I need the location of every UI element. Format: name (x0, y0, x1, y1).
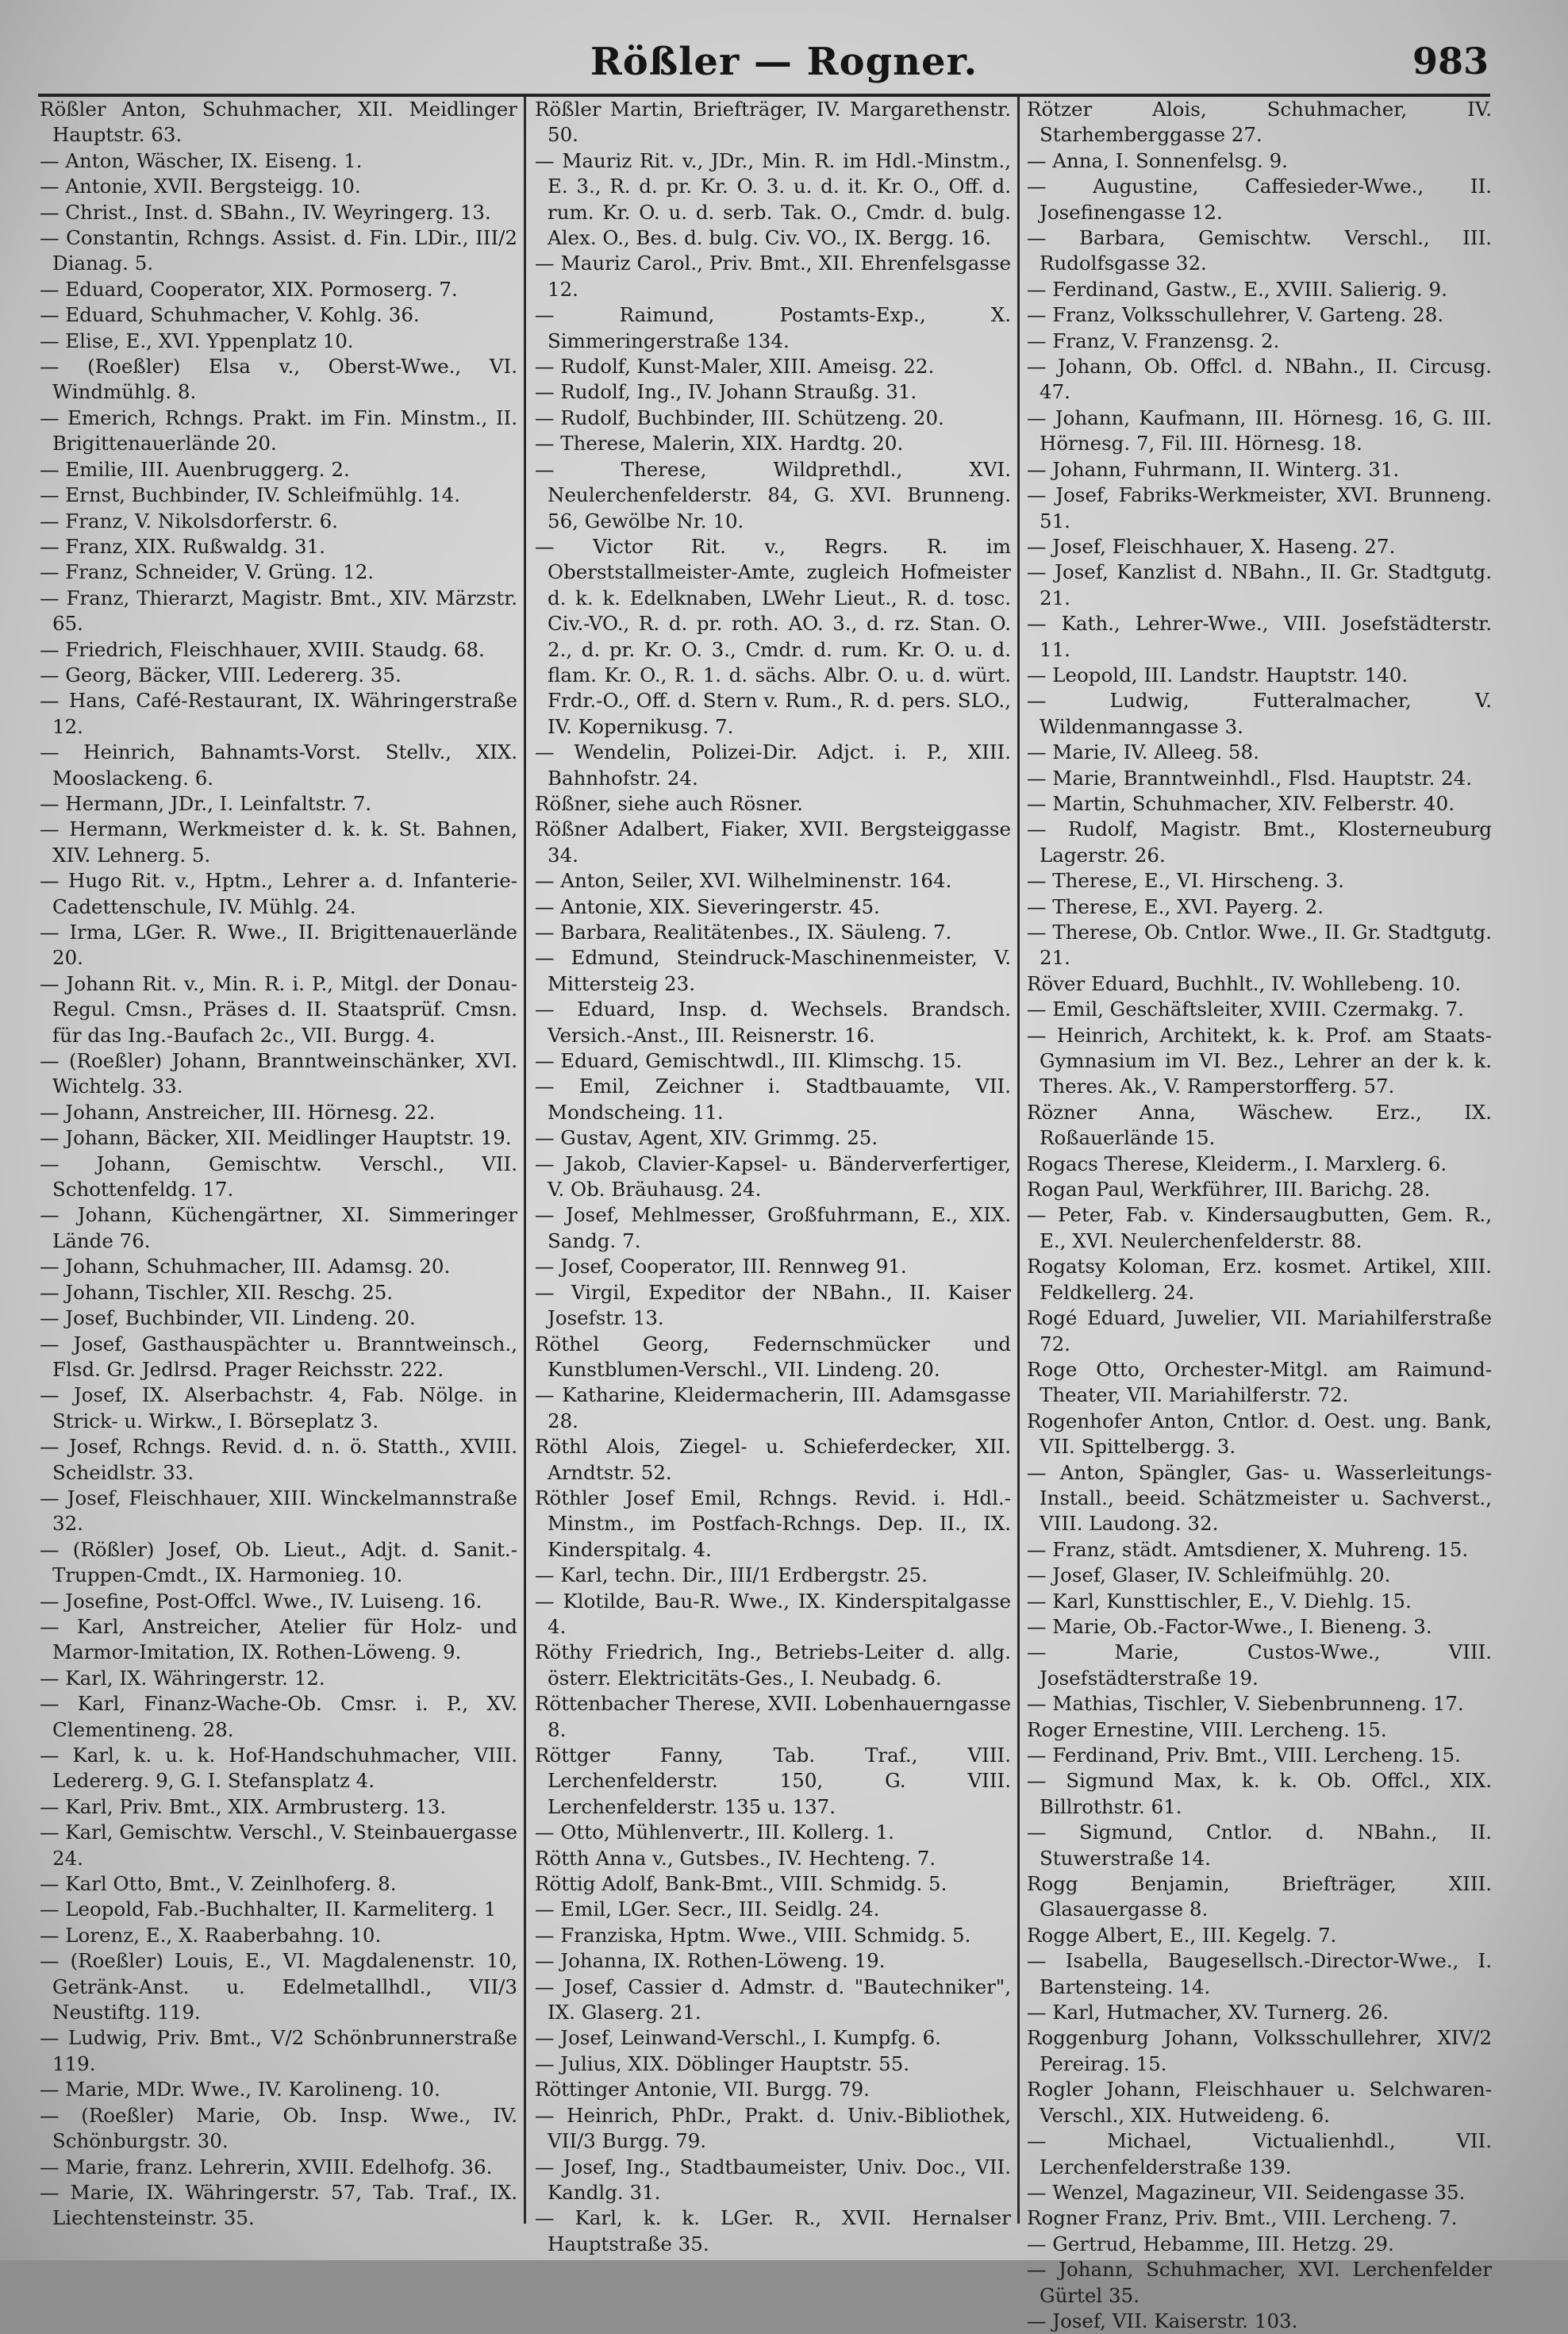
directory-entry: — Mauriz Carol., Priv. Bmt., XII. Ehrenfelsgasse 12. (535, 252, 1011, 301)
directory-entry: — Gertrud, Hebamme, III. Hetzg. 29. (1027, 2232, 1394, 2255)
directory-entry: — Johann, Bäcker, XII. Meidlinger Hauptstr. 19. (40, 1126, 512, 1150)
directory-entry: — Josefine, Post-Offcl. Wwe., IV. Luiseng. 16. (40, 1589, 482, 1613)
directory-entry: — Augustine, Caffesieder-Wwe., II. Josefinengasse 12. (1027, 175, 1492, 224)
directory-entry: — Heinrich, Bahnamts-Vorst. Stellv., XIX. Mooslackeng. 6. (40, 740, 517, 790)
directory-entry: — Klotilde, Bau-R. Wwe., IX. Kinderspitalgasse 4. (535, 1589, 1011, 1638)
directory-entry: — Ferdinand, Priv. Bmt., VIII. Lercheng. 15. (1027, 1744, 1461, 1767)
directory-entry: — Johann Rit. v., Min. R. i. P., Mitgl. der Donau-Regul. Cmsn., Präses d. II. Staatsprüf. Cmsn. für das Ing.-Baufach 2c., VII. Burgg. 4. (40, 971, 517, 1047)
directory-entry: — Josef, Mehlmesser, Großfuhrmann, E., XIX. Sandg. 7. (535, 1203, 1011, 1252)
directory-entry: — Emerich, Rchngs. Prakt. im Fin. Minstm., II. Brigittenauerlände 20. (40, 406, 517, 456)
directory-entry: Rogler Johann, Fleischhauer u. Selchwaren-Verschl., XIX. Hutweideng. 6. (1027, 2078, 1492, 2127)
directory-entry: — Hermann, Werkmeister d. k. k. St. Bahnen, XIV. Lehnerg. 5. (40, 817, 517, 867)
directory-entry: — Karl, IX. Währingerstr. 12. (40, 1666, 325, 1690)
directory-entry: — Emil, Geschäftsleiter, XVIII. Czermakg. 7. (1027, 998, 1464, 1021)
directory-entry: Rötzer Alois, Schuhmacher, IV. Starhemberggasse 27. (1027, 98, 1492, 147)
directory-entry: Rößner, siehe auch Rösner. (535, 791, 803, 815)
directory-entry: — Josef, Glaser, IV. Schleifmühlg. 20. (1027, 1563, 1391, 1587)
directory-entry: — Josef, Kanzlist d. NBahn., II. Gr. Stadtgutg. 21. (1027, 560, 1492, 609)
directory-entry: — Karl, Finanz-Wache-Ob. Cmsr. i. P., XV. Clementineng. 28. (40, 1692, 517, 1741)
directory-entry: — Martin, Schuhmacher, XIV. Felberstr. 40. (1027, 791, 1455, 815)
directory-entry: — Lorenz, E., X. Raaberbahng. 10. (40, 1923, 382, 1947)
directory-entry: — Therese, Ob. Cntlor. Wwe., II. Gr. Stadtgutg. 21. (1027, 921, 1492, 970)
directory-entry: — Josef, Buchbinder, VII. Lindeng. 20. (40, 1306, 416, 1330)
directory-entry: — Edmund, Steindruck-Maschinenmeister, V. Mittersteig 23. (535, 946, 1011, 995)
directory-entry: — Karl Otto, Bmt., V. Zeinlhoferg. 8. (40, 1872, 397, 1896)
directory-entry: — Sigmund Max, k. k. Ob. Offcl., XIX. Billrothstr. 61. (1027, 1769, 1492, 1818)
column-3 (1027, 97, 1492, 2332)
directory-entry: — Johann, Fuhrmann, II. Winterg. 31. (1027, 457, 1400, 481)
column-1 (40, 97, 517, 2230)
directory-entry: — Eduard, Cooperator, XIX. Pormoserg. 7. (40, 277, 458, 301)
directory-entry: — Katharine, Kleidermacherin, III. Adamsgasse 28. (535, 1383, 1011, 1432)
directory-entry: — Anton, Spängler, Gas- u. Wasserleitungs-Install., beeid. Schätzmeister u. Sachverst., VIII. Laudong. 32. (1027, 1460, 1492, 1536)
directory-entry: — Jakob, Clavier-Kapsel- u. Bänderverfertiger, V. Ob. Bräuhausg. 24. (535, 1152, 1011, 1202)
directory-entry: — Josef, Ing., Stadtbaumeister, Univ. Doc., VII. Kandlg. 31. (535, 2155, 1011, 2204)
directory-entry: — Peter, Fab. v. Kindersaugbutten, Gem. R., E., XVI. Neulerchenfelderstr. 88. (1027, 1203, 1492, 1252)
directory-entry: — Franz, XIX. Rußwaldg. 31. (40, 534, 325, 558)
directory-entry: — Josef, Rchngs. Revid. d. n. ö. Statth., XVIII. Scheidlstr. 33. (40, 1435, 517, 1484)
page-number: 983 (1412, 40, 1489, 83)
directory-entry: — Wendelin, Polizei-Dir. Adjct. i. P., XIII. Bahnhofstr. 24. (535, 740, 1011, 790)
directory-entry: Rogatsy Koloman, Erz. kosmet. Artikel, XIII. Feldkellerg. 24. (1027, 1255, 1492, 1304)
directory-entry: — Franz, Schneider, V. Grüng. 12. (40, 560, 375, 584)
directory-entry: — Josef, Cassier d. Admstr. d. "Bautechniker", IX. Glaserg. 21. (535, 1974, 1011, 2024)
directory-entry: — Rudolf, Kunst-Maler, XIII. Ameisg. 22. (535, 355, 935, 379)
directory-entry: — Therese, E., VI. Hirscheng. 3. (1027, 869, 1344, 893)
directory-entry: — Josef, VII. Kaiserstr. 103. (1027, 2309, 1298, 2332)
directory-entry: — Franz, V. Franzensg. 2. (1027, 329, 1280, 352)
directory-entry: — Emil, LGer. Secr., III. Seidlg. 24. (535, 1898, 880, 1921)
directory-entry: — Leopold, Fab.-Buchhalter, II. Karmeliterg. 1 (40, 1898, 497, 1921)
directory-entry: Röver Eduard, Buchhlt., IV. Wohllebeng. 10. (1027, 971, 1462, 995)
directory-entry: — Karl, Gemischtw. Verschl., V. Steinbauergasse 24. (40, 1821, 517, 1870)
directory-entry: — Hans, Café-Restaurant, IX. Währingerstraße 12. (40, 689, 517, 738)
directory-entry: Röttger Fanny, Tab. Traf., VIII. Lerchenfelderstr. 150, G. VIII. Lerchenfelderstr. 135 u. 137. (535, 1744, 1011, 1818)
directory-entry: Röthl Alois, Ziegel- u. Schieferdecker, XII. Arndtstr. 52. (535, 1435, 1011, 1484)
directory-entry: Rogner Franz, Priv. Bmt., VIII. Lercheng. 7. (1027, 2206, 1458, 2230)
directory-entry: — Sigmund, Cntlor. d. NBahn., II. Stuwerstraße 14. (1027, 1821, 1492, 1870)
directory-entry: Röthel Georg, Federnschmücker und Kunstblumen-Verschl., VII. Lindeng. 20. (535, 1332, 1011, 1381)
directory-entry: — Josef, Cooperator, III. Rennweg 91. (535, 1255, 907, 1279)
directory-entry: Roger Ernestine, VIII. Lercheng. 15. (1027, 1717, 1387, 1741)
directory-entry: — Wenzel, Magazineur, VII. Seidengasse 35. (1027, 2180, 1466, 2204)
directory-entry: — Julius, XIX. Döblinger Hauptstr. 55. (535, 2051, 910, 2075)
directory-entry: — Barbara, Gemischtw. Verschl., III. Rudolfsgasse 32. (1027, 226, 1492, 275)
directory-entry: — Karl, Hutmacher, XV. Turnerg. 26. (1027, 2001, 1389, 2024)
directory-entry: — Therese, E., XVI. Payerg. 2. (1027, 894, 1324, 918)
directory-entry: — Johanna, IX. Rothen-Löweng. 19. (535, 1949, 886, 1973)
directory-entry: Rötth Anna v., Gutsbes., IV. Hechteng. 7. (535, 1846, 936, 1870)
directory-entry: — Emilie, III. Auenbruggerg. 2. (40, 457, 350, 481)
directory-entry: — Marie, IV. Alleeg. 58. (1027, 740, 1259, 764)
directory-entry: — Mathias, Tischler, V. Siebenbrunneng. 17. (1027, 1692, 1464, 1716)
directory-entry: Rogan Paul, Werkführer, III. Barichg. 28. (1027, 1178, 1431, 1202)
directory-entry: Rogenhofer Anton, Cntlor. d. Oest. ung. Bank, VII. Spittelbergg. 3. (1027, 1409, 1492, 1459)
directory-entry: — Johann, Schuhmacher, XVI. Lerchenfelder Gürtel 35. (1027, 2258, 1492, 2307)
directory-entry: — Antonie, XIX. Sieveringerstr. 45. (535, 894, 880, 918)
directory-entry: — Josef, Fleischhauer, XIII. Winckelmannstraße 32. (40, 1486, 517, 1536)
directory-entry: Rößner Adalbert, Fiaker, XVII. Bergsteiggasse 34. (535, 817, 1011, 867)
directory-entry: — Michael, Victualienhdl., VII. Lerchenfelderstraße 139. (1027, 2129, 1492, 2178)
directory-entry: — Josef, Gasthauspächter u. Branntweinsch., Flsd. Gr. Jedlrsd. Prager Reichsstr. 222. (40, 1332, 517, 1381)
columns (40, 97, 1492, 2332)
directory-entry: — Rudolf, Ing., IV. Johann Straußg. 31. (535, 380, 917, 404)
directory-entry: — Franz, Volksschullehrer, V. Garteng. 28. (1027, 303, 1444, 327)
directory-entry: — Karl, techn. Dir., III/1 Erdbergstr. 25. (535, 1563, 928, 1587)
directory-entry: — Ferdinand, Gastw., E., XVIII. Salierig. 9. (1027, 277, 1447, 301)
column-divider (1017, 97, 1020, 2224)
directory-entry: Rözner Anna, Wäschew. Erz., IX. Roßauerlände 15. (1027, 1100, 1492, 1150)
directory-entry: — (Roeßler) Johann, Branntweinschänker, XVI. Wichtelg. 33. (40, 1049, 517, 1098)
directory-entry: — Karl, Kunsttischler, E., V. Diehlg. 15. (1027, 1589, 1412, 1613)
directory-entry: — (Roeßler) Marie, Ob. Insp. Wwe., IV. Schönburgstr. 30. (40, 2103, 517, 2153)
directory-entry: Röttinger Antonie, VII. Burgg. 79. (535, 2078, 870, 2101)
directory-entry: — Kath., Lehrer-Wwe., VIII. Josefstädterstr. 11. (1027, 612, 1492, 661)
directory-entry: — Marie, Ob.-Factor-Wwe., I. Bieneng. 3. (1027, 1614, 1432, 1638)
directory-entry: — Georg, Bäcker, VIII. Ledererg. 35. (40, 663, 402, 686)
directory-entry: — Karl, k. u. k. Hof-Handschuhmacher, VIII. Ledererg. 9, G. I. Stefansplatz 4. (40, 1744, 517, 1793)
directory-entry: — (Roeßler) Elsa v., Oberst-Wwe., VI. Windmühlg. 8. (40, 355, 517, 404)
directory-entry: — Marie, Branntweinhdl., Flsd. Hauptstr. 24. (1027, 766, 1472, 790)
directory-entry: — Ernst, Buchbinder, IV. Schleifmühlg. 14. (40, 483, 461, 507)
directory-entry: — Otto, Mühlenvertr., III. Kollerg. 1. (535, 1821, 894, 1844)
directory-entry: — Eduard, Gemischtwdl., III. Klimschg. 15. (535, 1049, 963, 1073)
column-2 (535, 97, 1011, 2255)
directory-entry: — Victor Rit. v., Regrs. R. im Oberststallmeister-Amte, zugleich Hofmeister d. k. k. Edelknaben, LWehr Lieut., R. d. tosc. Civ.-VO., R. d. pr. roth. AO. 3., d. rz. Stan. O. 2., d. pr. Kr. O. 3., Cmdr. d. rum. Kr. O. u. d. flam. Kr. O., R. 1. d. sächs. Albr. O. u. d. würt. Frdr.-O., Off. d. Stern v. Rum., R. d. pers. SLO., IV. Kopernikusg. 7. (535, 534, 1011, 738)
directory-entry: — Hugo Rit. v., Hptm., Lehrer a. d. Infanterie-Cadettenschule, IV. Mühlg. 24. (40, 869, 517, 918)
directory-entry: — Heinrich, Architekt, k. k. Prof. am Staats-Gymnasium im VI. Bez., Lehrer an der k. k. Theres. Ak., V. Ramperstorfferg. 57. (1027, 1023, 1492, 1098)
directory-entry: — Virgil, Expeditor der NBahn., II. Kaiser Josefstr. 13. (535, 1280, 1011, 1330)
directory-entry: — Franz, Thierarzt, Magistr. Bmt., XIV. Märzstr. 65. (40, 586, 517, 636)
directory-entry: — Heinrich, PhDr., Prakt. d. Univ.-Bibliothek, VII/3 Burgg. 79. (535, 2103, 1011, 2153)
directory-entry: — Josef, Fabriks-Werkmeister, XVI. Brunneng. 51. (1027, 483, 1492, 533)
directory-entry: — Josef, IX. Alserbachstr. 4, Fab. Nölge. in Strick- u. Wirkw., I. Börseplatz 3. (40, 1383, 517, 1432)
directory-entry: — Elise, E., XVI. Yppenplatz 10. (40, 329, 354, 352)
directory-entry: — Johann, Küchengärtner, XI. Simmeringer Lände 76. (40, 1203, 517, 1252)
directory-entry: Röthy Friedrich, Ing., Betriebs-Leiter d. allg. österr. Elektricitäts-Ges., I. Neubadg. 6. (535, 1640, 1011, 1690)
directory-entry: Röttig Adolf, Bank-Bmt., VIII. Schmidg. 5. (535, 1872, 947, 1896)
directory-entry: — Franziska, Hptm. Wwe., VIII. Schmidg. 5. (535, 1923, 971, 1947)
directory-entry: — Josef, Leinwand-Verschl., I. Kumpfg. 6. (535, 2026, 941, 2050)
directory-entry: — Mauriz Rit. v., JDr., Min. R. im Hdl.-Minstm., E. 3., R. d. pr. Kr. O. 3. u. d. it. Kr. O., Off. d. rum. Kr. O. u. d. serb. Tak. O., Cmdr. d. bulg. Alex. O., Bes. d. bulg. Civ. VO., IX. Bergg. 16. (535, 148, 1011, 250)
column-divider (524, 97, 526, 2224)
directory-entry: — Constantin, Rchngs. Assist. d. Fin. LDir., III/2 Dianag. 5. (40, 226, 517, 275)
directory-entry: — Franz, städt. Amtsdiener, X. Muhreng. 15. (1027, 1537, 1469, 1561)
directory-entry: Rößler Martin, Briefträger, IV. Margarethenstr. 50. (535, 98, 1011, 147)
directory-entry: — Rudolf, Buchbinder, III. Schützeng. 20. (535, 406, 944, 429)
directory-entry: — Karl, Anstreicher, Atelier für Holz- und Marmor-Imitation, IX. Rothen-Löweng. 9. (40, 1614, 517, 1664)
directory-entry: — Josef, Fleischhauer, X. Haseng. 27. (1027, 534, 1396, 558)
directory-entry: Rogacs Therese, Kleiderm., I. Marxlerg. 6. (1027, 1152, 1447, 1175)
directory-entry: Röttenbacher Therese, XVII. Lobenhauerngasse 8. (535, 1692, 1011, 1741)
directory-entry: — Eduard, Insp. d. Wechsels. Brandsch. Versich.-Anst., III. Reisnerstr. 16. (535, 998, 1011, 1047)
directory-entry: — Raimund, Postamts-Exp., X. Simmeringerstraße 134. (535, 303, 1011, 352)
directory-entry: — Anton, Wäscher, IX. Eiseng. 1. (40, 148, 363, 172)
directory-entry: — (Roeßler) Louis, E., VI. Magdalenenstr. 10, Getränk-Anst. u. Edelmetallhdl., VII/3 Neustiftg. 119. (40, 1949, 517, 2024)
directory-entry: — Karl, Priv. Bmt., XIX. Armbrusterg. 13. (40, 1794, 447, 1818)
page-title: Rößler — Rogner. (590, 40, 978, 84)
directory-entry: — Johann, Anstreicher, III. Hörnesg. 22. (40, 1100, 436, 1124)
directory-entry: — Marie, Custos-Wwe., VIII. Josefstädterstraße 19. (1027, 1640, 1492, 1690)
directory-entry: — Johann, Kaufmann, III. Hörnesg. 16, G. III. Hörnesg. 7, Fil. III. Hörnesg. 18. (1027, 406, 1492, 456)
directory-entry: — Leopold, III. Landstr. Hauptstr. 140. (1027, 663, 1409, 686)
directory-entry: — Barbara, Realitätenbes., IX. Säuleng. 7. (535, 921, 952, 944)
directory-entry: — Johann, Gemischtw. Verschl., VII. Schottenfeldg. 17. (40, 1152, 517, 1202)
directory-entry: — Friedrich, Fleischhauer, XVIII. Staudg. 68. (40, 637, 485, 661)
directory-entry: — Johann, Tischler, XII. Reschg. 25. (40, 1280, 394, 1304)
directory-entry: — Marie, MDr. Wwe., IV. Karolineng. 10. (40, 2078, 440, 2101)
directory-entry: Röthler Josef Emil, Rchngs. Revid. i. Hdl.-Minstm., im Postfach-Rchngs. Dep. II., IX. Kinderspitalg. 4. (535, 1486, 1011, 1561)
directory-entry: Rogge Albert, E., III. Kegelg. 7. (1027, 1923, 1337, 1947)
directory-entry: — Rudolf, Magistr. Bmt., Klosterneuburg Lagerstr. 26. (1027, 817, 1492, 867)
directory-entry: — Johann, Schuhmacher, III. Adamsg. 20. (40, 1255, 451, 1279)
directory-entry: — Irma, LGer. R. Wwe., II. Brigittenauerlände 20. (40, 921, 517, 970)
directory-entry: — Ludwig, Futteralmacher, V. Wildenmanngasse 3. (1027, 689, 1492, 738)
directory-entry: Roggenburg Johann, Volksschullehrer, XIV/2 Pereirag. 15. (1027, 2026, 1492, 2075)
directory-entry: — Christ., Inst. d. SBahn., IV. Weyringerg. 13. (40, 200, 491, 224)
directory-entry: — Hermann, JDr., I. Leinfaltstr. 7. (40, 791, 372, 815)
directory-entry: — Emil, Zeichner i. Stadtbauamte, VII. Mondscheing. 11. (535, 1075, 1011, 1124)
directory-entry: — Marie, IX. Währingerstr. 57, Tab. Traf., IX. Liechtensteinstr. 35. (40, 2180, 517, 2230)
directory-entry: — Johann, Ob. Offcl. d. NBahn., II. Circusg. 47. (1027, 355, 1492, 404)
directory-entry: — Eduard, Schuhmacher, V. Kohlg. 36. (40, 303, 420, 327)
directory-entry: — Therese, Wildprethdl., XVI. Neulerchenfelderstr. 84, G. XVI. Brunneng. 56, Gewölbe Nr. 10. (535, 457, 1011, 533)
directory-entry: — Karl, k. k. LGer. R., XVII. Hernalser Hauptstraße 35. (535, 2206, 1011, 2255)
directory-entry: — Franz, V. Nikolsdorferstr. 6. (40, 509, 338, 533)
directory-entry: Roge Otto, Orchester-Mitgl. am Raimund-Theater, VII. Mariahilferstr. 72. (1027, 1357, 1492, 1407)
directory-entry: — Gustav, Agent, XIV. Grimmg. 25. (535, 1126, 878, 1150)
directory-entry: — Ludwig, Priv. Bmt., V/2 Schönbrunnerstraße 119. (40, 2026, 517, 2075)
directory-entry: Rogé Eduard, Juwelier, VII. Mariahilferstraße 72. (1027, 1306, 1492, 1355)
directory-entry: — (Rößler) Josef, Ob. Lieut., Adjt. d. Sanit.-Truppen-Cmdt., IX. Harmonieg. 10. (40, 1537, 517, 1587)
directory-entry: Rogg Benjamin, Briefträger, XIII. Glasauergasse 8. (1027, 1872, 1492, 1921)
directory-entry: — Anna, I. Sonnenfelsg. 9. (1027, 148, 1288, 172)
directory-entry: — Marie, franz. Lehrerin, XVIII. Edelhofg. 36. (40, 2155, 493, 2178)
directory-entry: — Antonie, XVII. Bergsteigg. 10. (40, 175, 361, 198)
directory-entry: — Therese, Malerin, XIX. Hardtg. 20. (535, 432, 904, 456)
directory-entry: — Isabella, Baugesellsch.-Director-Wwe., I. Bartensteing. 14. (1027, 1949, 1492, 1998)
directory-entry: — Anton, Seiler, XVI. Wilhelminenstr. 164. (535, 869, 952, 893)
directory-entry: Rößler Anton, Schuhmacher, XII. Meidlinger Hauptstr. 63. (40, 98, 517, 147)
